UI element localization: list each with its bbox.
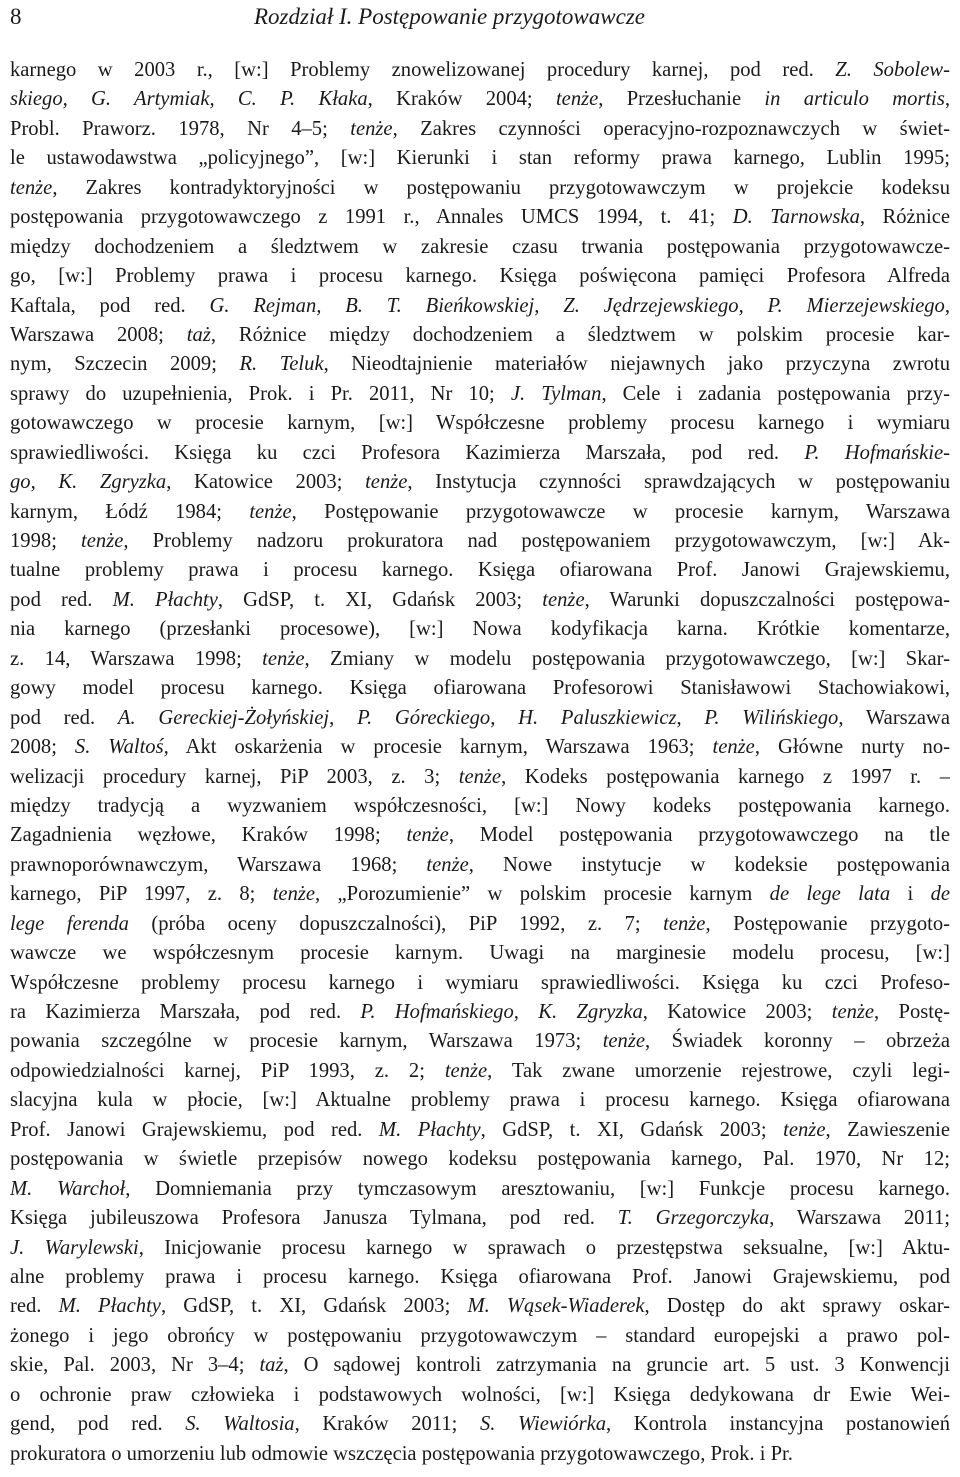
italic-segment: T. Grzegorczyka	[617, 1207, 770, 1230]
text-segment: , Zakres czynności operacyjno-rozpoznawczych w świet-	[392, 117, 950, 140]
text-line	[10, 262, 950, 291]
text-segment: , GdSP, t. XI, Gdańsk 2003;	[217, 588, 543, 611]
text-segment: Prof. Janowi Grajewskiemu, pod red.	[10, 1118, 379, 1141]
text-segment: odpowiedzialności karnej, PiP 1993, z. 2;	[10, 1059, 445, 1082]
text-segment: , Cele i zadania postępowania przy-	[601, 382, 950, 405]
text-segment: , Zakres kontradyktoryjności w postępowaniu przygotowawczym w projekcie kodeksu	[52, 176, 950, 199]
text-line	[10, 674, 950, 703]
text-segment: powania szczególne w procesie karnym, Warszawa 1973;	[10, 1030, 603, 1053]
text-line	[10, 56, 950, 85]
text-line	[10, 586, 950, 615]
italic-segment: M. Wąsek-Wiaderek	[467, 1295, 645, 1318]
text-segment: , „Porozumienie” w polskim procesie karnym	[315, 883, 770, 906]
text-segment: karnym, Łódź 1984;	[10, 500, 250, 523]
text-line	[10, 1292, 950, 1321]
text-segment: między tradycją a wyzwaniem współczesności, [w:] Nowy kodeks postępowania karnego.	[10, 794, 950, 817]
text-segment: karnego, PiP 1997, z. 8;	[10, 883, 273, 906]
text-segment: , Instytucja czynności sprawdzających w postępowaniu	[407, 471, 950, 494]
text-line	[10, 792, 950, 821]
text-line	[10, 645, 950, 674]
text-segment: nia karnego (przesłanki procesowe), [w:] Nowa kodyfikacja karna. Krótkie komentarze,	[10, 618, 950, 641]
italic-segment: S. Waltoś	[74, 736, 164, 759]
text-line	[10, 380, 950, 409]
text-segment: postępowania w świetle przepisów nowego kodeksu postępowania karnego, Pal. 1970, Nr 12;	[10, 1148, 950, 1171]
page-number: 8	[10, 4, 22, 29]
text-line	[10, 1057, 950, 1086]
italic-segment: lege ferenda	[10, 912, 129, 935]
text-segment: , Świadek koronny – obrzeża	[645, 1030, 950, 1053]
text-segment: alne problemy prawa i procesu karnego. Księga ofiarowana Prof. Janowi Grajewskiemu, pod	[10, 1265, 950, 1288]
text-line	[10, 115, 950, 144]
text-segment: Współczesne problemy procesu karnego i wymiaru sprawiedliwości. Księga ku czci Profeso-	[10, 971, 950, 994]
italic-segment: tenże	[249, 500, 292, 523]
text-line	[10, 1381, 950, 1410]
text-segment: sprawy do uzupełnienia, Prok. i Pr. 2011, Nr 10;	[10, 382, 511, 405]
text-segment: , Inicjowanie procesu karnego w sprawach o przestępstwa seksualne, [w:] Aktu-	[138, 1236, 950, 1259]
text-segment: ra Kazimierza Marszała, pod red.	[10, 1001, 361, 1023]
text-segment: , Przesłuchanie	[598, 88, 765, 111]
italic-segment: tenże	[783, 1118, 826, 1141]
italic-segment: G. Rejman, B. T. Bieńkowskiej, Z. Jędrzejewskiego, P. Mierzejewskiego	[209, 294, 945, 317]
text-segment: o ochronie praw człowieka i podstawowych wolności, [w:] Księga dedykowana dr Ewie Wei-	[10, 1383, 950, 1406]
italic-segment: taż	[186, 323, 211, 346]
italic-segment: H. Paluszkiewicz	[518, 706, 677, 729]
italic-segment: J. Warylewski	[10, 1236, 139, 1259]
text-segment: , GdSP, t. XI, Gdańsk 2003;	[160, 1295, 468, 1318]
text-segment: gowy model procesu karnego. Księga ofiarowana Profesorowi Stanisławowi Stachowiakowi,	[10, 677, 950, 700]
italic-segment: S. Waltosia	[185, 1413, 295, 1436]
text-line	[10, 1175, 950, 1204]
text-line	[10, 851, 950, 880]
text-line	[10, 880, 950, 909]
text-segment: , Główne nurty no-	[754, 736, 950, 759]
italic-segment: taż	[259, 1354, 284, 1377]
text-segment: , Dostęp do akt sprawy oskar-	[644, 1295, 950, 1318]
italic-segment: tenże	[831, 1001, 875, 1023]
text-segment: ,	[944, 294, 950, 317]
text-line	[10, 1027, 950, 1056]
italic-segment: tenże	[272, 883, 316, 906]
italic-segment: J. Tylman	[510, 382, 602, 405]
italic-segment: S. Wiewiórka	[479, 1413, 607, 1436]
page-header	[10, 2, 950, 32]
text-line	[10, 1234, 950, 1263]
text-segment: , Katowice 2003;	[642, 1001, 832, 1023]
italic-segment: tenże	[458, 765, 502, 788]
text-line	[10, 321, 950, 350]
italic-segment: P. Wilińskiego	[704, 706, 839, 729]
text-segment: welizacji procedury karnej, PiP 2003, z. 3;	[10, 765, 459, 788]
text-segment: Księga jubileuszowa Profesora Janusza Tylmana, pod red.	[10, 1207, 618, 1230]
italic-segment: M. Płachty	[112, 588, 218, 611]
text-segment: Zagadnienia węzłowe, Kraków 1998;	[10, 824, 407, 847]
text-line	[10, 144, 950, 173]
text-line	[10, 498, 950, 527]
text-line	[10, 292, 950, 321]
text-segment: Kaftala, pod red.	[10, 294, 210, 317]
text-segment: , Kodeks postępowania karnego z 1997 r. –	[501, 765, 950, 788]
italic-segment: A. Gereckiej-Żołyńskiej	[117, 706, 330, 729]
text-line	[10, 468, 950, 497]
text-segment: , O sądowej kontroli zatrzymania na gruncie art. 5 ust. 3 Konwencji	[283, 1354, 950, 1377]
bibliography-text	[10, 56, 950, 1469]
text-segment: , Zmiany w modelu postępowania przygotowawczego, [w:] Skar-	[304, 647, 950, 670]
italic-segment: tenże	[663, 912, 706, 935]
running-head: Rozdział I. Postępowanie przygotowawcze	[254, 4, 645, 29]
text-segment: slacyjna kula w płocie, [w:] Aktualne problemy prawa i procesu karnego. Księga ofiarowana	[10, 1089, 950, 1112]
italic-segment: tenże	[81, 530, 124, 552]
text-segment: , Warszawa	[838, 706, 950, 729]
italic-segment: in articulo mortis	[764, 88, 945, 111]
italic-segment: go, K. Zgryzka	[10, 471, 167, 494]
text-segment: , Kraków 2011;	[294, 1413, 480, 1436]
text-segment: żonego i jego obrońcy w postępowaniu przygotowawczym – standard europejski a prawo pol-	[10, 1324, 950, 1347]
text-segment: , Zawieszenie	[825, 1118, 950, 1141]
text-line	[10, 821, 950, 850]
text-line	[10, 409, 950, 438]
italic-segment: de	[930, 883, 950, 906]
text-segment: karnego w 2003 r., [w:] Problemy znowelizowanej procedury karnej, pod red.	[10, 59, 836, 81]
text-line	[10, 439, 950, 468]
italic-segment: M. Płachty	[58, 1295, 161, 1318]
italic-segment: tenże	[262, 647, 305, 670]
text-line	[10, 998, 950, 1027]
text-segment: , Nieodtajnienie materiałów niejawnych jako przyczyna zwrotu	[323, 353, 950, 376]
italic-segment: P. Hofmańskiego, K. Zgryzka	[360, 1001, 643, 1023]
text-segment: le ustawodawstwa „policyjnego”, [w:] Kierunki i stan reformy prawa karnego, Lublin 1995;	[10, 147, 950, 170]
text-line	[10, 939, 950, 968]
text-segment: , Różnice	[859, 206, 950, 229]
italic-segment: tenże	[426, 853, 469, 876]
text-line	[10, 1145, 950, 1174]
italic-segment: tenże	[10, 176, 53, 199]
italic-segment: Z. Sobolew-	[835, 59, 950, 81]
text-line	[10, 85, 950, 114]
text-segment: red.	[10, 1295, 59, 1318]
text-segment: postępowania przygotowawczego z 1991 r., Annales UMCS 1994, t. 41;	[10, 206, 733, 229]
text-line	[10, 910, 950, 939]
text-segment: nym, Szczecin 2009;	[10, 353, 240, 376]
italic-segment: tenże	[350, 117, 393, 140]
text-segment: tualne problemy prawa i procesu karnego. Księga ofiarowana Prof. Janowi Grajewskiemu,	[10, 559, 950, 582]
italic-segment: M. Warchoł	[10, 1177, 126, 1200]
italic-segment: tenże	[444, 1059, 488, 1082]
text-segment: , Postę-	[874, 1001, 950, 1023]
italic-segment: tenże	[542, 588, 585, 611]
text-line	[10, 1440, 950, 1469]
text-line	[10, 1204, 950, 1233]
text-segment: , Akt oskarżenia w procesie karnym, Warszawa 1963;	[163, 736, 713, 759]
text-segment: , Domniemania przy tymczasowym aresztowaniu, [w:] Funkcje procesu karnego.	[125, 1177, 950, 1200]
italic-segment: tenże	[712, 736, 755, 759]
text-line	[10, 763, 950, 792]
text-line	[10, 733, 950, 762]
text-segment: , Nowe instytucje w kodeksie postępowania	[468, 853, 950, 876]
text-segment: (próba oceny dopuszczalności), PiP 1992, z. 7;	[128, 912, 664, 935]
text-segment: , Warszawa 2011;	[769, 1207, 950, 1230]
text-segment: ,	[490, 706, 519, 729]
italic-segment: de lege lata	[769, 883, 891, 906]
text-segment: , Katowice 2003;	[166, 471, 366, 494]
text-line	[10, 1116, 950, 1145]
text-segment: , GdSP, t. XI, Gdańsk 2003;	[480, 1118, 784, 1141]
text-segment: , Problemy nadzoru prokuratora nad postępowaniem przygotowawczym, [w:] Ak-	[123, 530, 950, 552]
text-segment: , Warunki dopuszczalności postępowa-	[584, 588, 950, 611]
italic-segment: R. Teluk	[239, 353, 324, 376]
text-segment: prawnoporównawczym, Warszawa 1968;	[10, 853, 427, 876]
text-segment: i	[890, 883, 931, 906]
italic-segment: tenże	[555, 88, 599, 111]
text-segment: 2008;	[10, 736, 75, 759]
italic-segment: skiego, G. Artymiak, C. P. Kłaka	[10, 88, 368, 111]
text-segment: skie, Pal. 2003, Nr 3–4;	[10, 1354, 260, 1377]
text-segment: ,	[944, 88, 950, 111]
text-segment: , Model postępowania przygotowawczego na tle	[448, 824, 950, 847]
italic-segment: tenże	[602, 1030, 646, 1053]
italic-segment: P. Hofmańskie-	[804, 441, 950, 464]
text-line	[10, 203, 950, 232]
text-line	[10, 615, 950, 644]
text-segment: wawcze we współczesnym procesie karnym. Uwagi na marginesie modelu procesu, [w:]	[10, 942, 950, 965]
text-segment: , Kontrola instancyjna postanowień	[606, 1413, 950, 1436]
text-segment: go, [w:] Problemy prawa i procesu karnego. Księga poświęcona pamięci Profesora Alfreda	[10, 265, 950, 288]
text-line	[10, 1086, 950, 1115]
text-segment: 1998;	[10, 530, 82, 552]
text-line	[10, 969, 950, 998]
italic-segment: tenże	[365, 471, 408, 494]
text-segment: gend, pod red.	[10, 1413, 186, 1436]
text-segment: , Postępowanie przygotowawcze w procesie karnym, Warszawa	[291, 500, 950, 523]
text-segment: pod red.	[10, 706, 118, 729]
italic-segment: M. Płachty	[378, 1118, 481, 1141]
text-line	[10, 1322, 950, 1351]
text-line	[10, 1410, 950, 1439]
text-line	[10, 1263, 950, 1292]
text-segment: między dochodzeniem a śledztwem w zakresie czasu trwania postępowania przygotowawcze-	[10, 235, 950, 258]
italic-segment: P. Góreckiego	[357, 706, 491, 729]
text-line	[10, 174, 950, 203]
text-line	[10, 556, 950, 585]
text-segment: , Różnice między dochodzeniem a śledztwem w polskim procesie kar-	[210, 323, 950, 346]
italic-segment: tenże	[406, 824, 449, 847]
text-line	[10, 350, 950, 379]
text-segment: , Kraków 2004;	[367, 88, 556, 111]
text-segment: z. 14, Warszawa 1998;	[10, 647, 263, 670]
text-line	[10, 1351, 950, 1380]
text-line	[10, 233, 950, 262]
text-segment: , Postępowanie przygoto-	[705, 912, 950, 935]
text-segment: pod red.	[10, 588, 113, 611]
text-segment: gotowawczego w procesie karnym, [w:] Współczesne problemy procesu karnego i wymiaru	[10, 412, 950, 435]
text-segment: Warszawa 2008;	[10, 323, 187, 346]
text-segment: prokuratora o umorzeniu lub odmowie wszczęcia postępowania przygotowawczego, Prok. i Pr.	[10, 1442, 793, 1465]
text-line	[10, 527, 950, 556]
text-segment: ,	[676, 706, 705, 729]
text-segment: , Tak zwane umorzenie rejestrowe, czyli legi-	[487, 1059, 950, 1082]
text-line	[10, 704, 950, 733]
italic-segment: D. Tarnowska	[732, 206, 860, 229]
text-segment: ,	[329, 706, 358, 729]
text-segment: sprawiedliwości. Księga ku czci Profesora Kazimierza Marszała, pod red.	[10, 441, 805, 464]
text-segment: Probl. Praworz. 1978, Nr 4–5;	[10, 117, 351, 140]
